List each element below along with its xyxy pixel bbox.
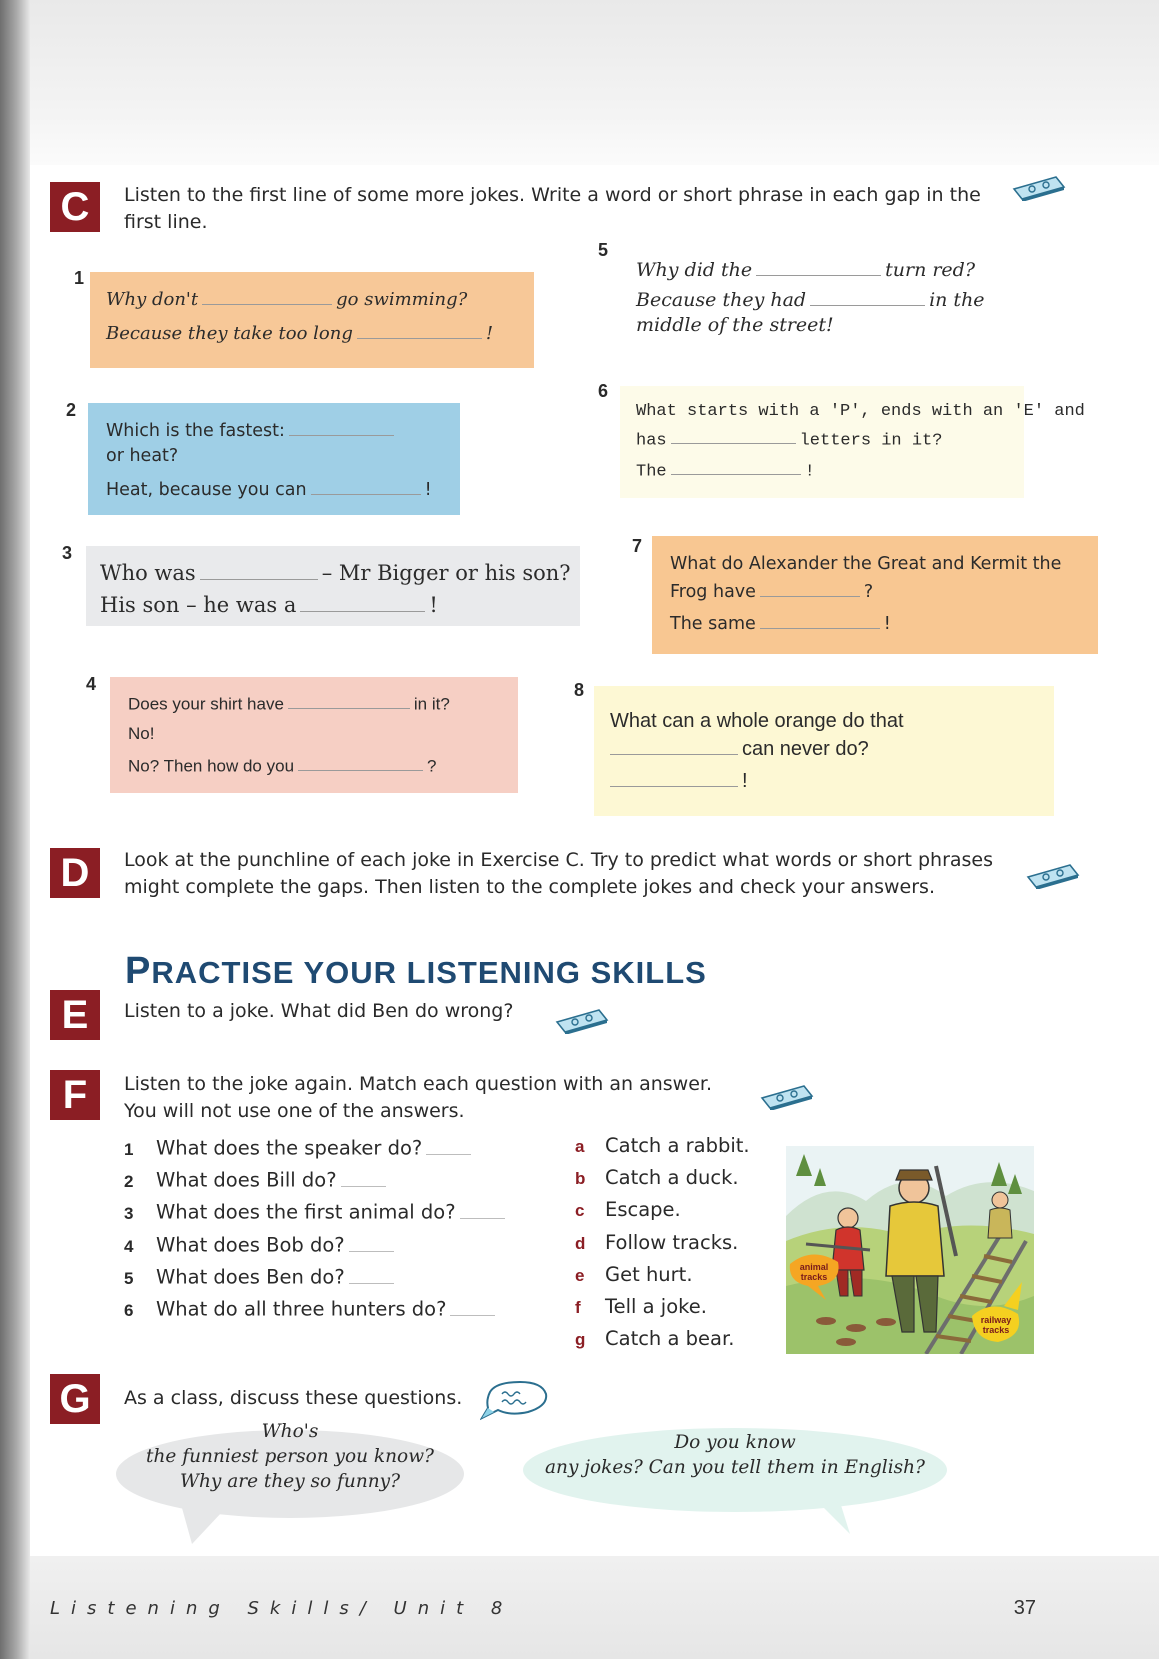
joke-6-gap-1[interactable] xyxy=(671,428,796,444)
joke-6-text-c: letters in it? xyxy=(799,431,943,451)
joke-2-line-1 xyxy=(106,419,398,441)
question-row xyxy=(124,1134,471,1160)
exercise-g-instruction: As a class, discuss these questions. xyxy=(124,1387,463,1409)
joke-7-text-d: The same xyxy=(670,613,756,634)
joke-4-line-2 xyxy=(128,724,154,744)
exercise-c-badge: C xyxy=(50,182,100,232)
question-text: What does Ben do? xyxy=(156,1265,345,1289)
joke-5-number: 5 xyxy=(598,240,609,260)
answer-row xyxy=(575,1231,738,1254)
joke-8-text-c: ! xyxy=(742,770,748,792)
joke-1-gap-1[interactable] xyxy=(202,288,332,305)
joke-4-line-1 xyxy=(128,693,450,714)
joke-4-line-3 xyxy=(128,755,437,776)
answer-row xyxy=(575,1166,739,1189)
joke-6-text-e: ! xyxy=(804,462,815,482)
joke-8-gap-2[interactable] xyxy=(610,768,738,787)
answer-gap[interactable] xyxy=(450,1295,495,1316)
question-number: 1 xyxy=(124,1139,134,1159)
joke-1-box xyxy=(90,272,534,368)
joke-5-line-1 xyxy=(636,258,975,281)
exercise-f-instruction-2: You will not use one of the answers. xyxy=(124,1100,465,1122)
answer-text: Follow tracks. xyxy=(605,1231,739,1254)
joke-1-line-2 xyxy=(106,322,493,344)
railway-tracks-label: railway xyxy=(980,1315,1012,1325)
joke-5-text-b: turn red? xyxy=(885,259,976,282)
joke-6-text-a: What starts with a 'P', ends with an 'E' and xyxy=(636,402,1085,421)
joke-4-gap-1[interactable] xyxy=(288,693,410,709)
answer-text: Escape. xyxy=(605,1198,681,1221)
joke-5-box xyxy=(620,250,1020,350)
joke-8-box xyxy=(594,686,1054,816)
joke-1-text-c: Because they take too long xyxy=(106,323,353,345)
joke-6-text-b: has xyxy=(636,431,667,451)
answer-letter: g xyxy=(575,1330,586,1349)
speech-bubble-icon[interactable] xyxy=(480,1378,552,1422)
answer-text: Catch a bear. xyxy=(605,1327,735,1350)
page-number: 37 xyxy=(1013,1597,1036,1619)
joke-2-text-c: Heat, because you can xyxy=(106,479,307,500)
joke-5-text-c: Because they had xyxy=(636,289,807,312)
joke-1-line-1 xyxy=(106,288,467,310)
joke-3-gap-1[interactable] xyxy=(200,560,318,580)
joke-2-text-a: Which is the fastest: xyxy=(106,420,285,441)
joke-2-line-3 xyxy=(106,478,432,500)
answer-gap[interactable] xyxy=(349,1231,394,1252)
joke-5-text-d: in the xyxy=(929,289,985,312)
joke-7-text-b: Frog have xyxy=(670,581,756,602)
joke-4-text-c: No! xyxy=(128,724,155,743)
joke-7-line-1 xyxy=(670,554,1061,574)
joke-3-box xyxy=(86,546,580,626)
question-text: What does Bill do? xyxy=(156,1168,337,1192)
cassette-tape-icon[interactable] xyxy=(1012,175,1066,201)
joke-8-number: 8 xyxy=(574,680,585,700)
joke-8-line-2 xyxy=(610,736,869,761)
answer-gap[interactable] xyxy=(341,1166,386,1187)
bubble-2-line-1: Do you know xyxy=(674,1432,796,1453)
question-text: What does the first animal do? xyxy=(156,1200,456,1224)
joke-2-gap-1[interactable] xyxy=(289,419,394,436)
joke-5-text-e: middle of the street! xyxy=(636,314,834,336)
answer-row xyxy=(575,1295,707,1318)
question-row xyxy=(124,1166,386,1192)
exercise-d-instruction: Look at the punchline of each joke in Exercise C. Try to predict what words or short phrases might complete the gaps. Then listen to the complete jokes and check your answers. xyxy=(124,849,994,898)
answer-row xyxy=(575,1198,681,1221)
answer-text: Get hurt. xyxy=(605,1263,693,1286)
section-title xyxy=(125,950,707,993)
answer-gap[interactable] xyxy=(460,1198,505,1219)
answer-letter: a xyxy=(575,1137,585,1156)
answer-letter: e xyxy=(575,1266,585,1285)
joke-7-gap-2[interactable] xyxy=(760,612,880,629)
question-row xyxy=(124,1231,394,1257)
answer-gap[interactable] xyxy=(349,1263,394,1284)
answer-letter: d xyxy=(575,1234,586,1253)
joke-3-text-a: Who was xyxy=(100,560,196,585)
joke-1-number: 1 xyxy=(74,268,85,288)
exercise-c-instruction: Listen to the first line of some more jokes. Write a word or short phrase in each gap in the first line. xyxy=(124,184,981,233)
joke-7-number: 7 xyxy=(632,536,643,556)
joke-3-number: 3 xyxy=(62,543,73,563)
answer-row xyxy=(575,1263,693,1286)
joke-2-box xyxy=(88,403,460,515)
joke-3-line-1 xyxy=(100,560,571,585)
question-number: 3 xyxy=(124,1203,134,1223)
joke-6-line-3 xyxy=(636,459,815,481)
exercise-d-badge: D xyxy=(50,848,100,898)
bubble-1-line-3: Why are they so funny? xyxy=(179,1471,401,1492)
exercise-e-badge: E xyxy=(50,990,100,1040)
joke-2-text-d: ! xyxy=(424,479,432,500)
joke-6-gap-2[interactable] xyxy=(671,459,801,475)
joke-7-line-2 xyxy=(670,580,873,602)
page-top-shading xyxy=(0,0,1159,165)
animal-tracks-label: animal xyxy=(799,1262,829,1272)
question-row xyxy=(124,1198,505,1224)
joke-8-line-3 xyxy=(610,768,748,793)
speech-bubble-2 xyxy=(520,1430,950,1480)
exercise-f-instruction-1: Listen to the joke again. Match each question with an answer. xyxy=(124,1073,713,1095)
joke-8-text-a: What can a whole orange do that xyxy=(610,710,904,732)
joke-3-gap-2[interactable] xyxy=(300,592,425,612)
section-title-first-letter: P xyxy=(125,950,152,992)
joke-6-box xyxy=(620,386,1085,498)
joke-5-gap-1[interactable] xyxy=(756,258,881,276)
joke-5-line-3 xyxy=(636,314,834,336)
joke-6-number: 6 xyxy=(598,381,609,401)
joke-4-gap-2[interactable] xyxy=(298,755,423,771)
joke-6-text-d: The xyxy=(636,462,667,482)
question-number: 4 xyxy=(124,1236,134,1256)
railway-tracks-label-2: tracks xyxy=(982,1325,1010,1335)
joke-4-box xyxy=(110,677,518,793)
joke-4-text-d: No? Then how do you xyxy=(128,756,295,776)
question-number: 6 xyxy=(124,1300,134,1320)
joke-4-number: 4 xyxy=(86,674,97,694)
footer-running-title: Listening Skills/ Unit 8 xyxy=(50,1598,514,1619)
joke-4-text-b: in it? xyxy=(413,694,450,714)
question-row xyxy=(124,1263,394,1289)
joke-1-text-a: Why don't xyxy=(106,289,199,311)
question-row xyxy=(124,1295,495,1321)
exercise-e-instruction: Listen to a joke. What did Ben do wrong? xyxy=(124,1000,514,1022)
answer-letter: b xyxy=(575,1169,586,1188)
joke-5-line-2 xyxy=(636,288,985,311)
joke-7-text-c: ? xyxy=(863,581,874,602)
answer-row xyxy=(575,1327,734,1350)
joke-5-gap-2[interactable] xyxy=(810,288,925,306)
hunters-illustration xyxy=(786,1146,1034,1354)
joke-1-text-d: ! xyxy=(485,323,494,345)
question-number: 5 xyxy=(124,1268,134,1288)
question-number: 2 xyxy=(124,1171,134,1191)
joke-4-text-a: Does your shirt have xyxy=(128,694,284,714)
joke-5-text-a: Why did the xyxy=(636,259,753,282)
joke-1-gap-2[interactable] xyxy=(357,322,482,339)
exercise-f-badge: F xyxy=(50,1070,100,1120)
joke-7-box xyxy=(652,536,1098,654)
question-text: What do all three hunters do? xyxy=(156,1297,447,1321)
joke-1-text-b: go swimming? xyxy=(336,289,468,311)
cassette-tape-icon[interactable] xyxy=(760,1084,814,1110)
bubble-1-line-1: Who's xyxy=(261,1421,319,1442)
cassette-tape-icon[interactable] xyxy=(555,1008,609,1034)
joke-2-text-b: or heat? xyxy=(106,446,179,466)
joke-2-number: 2 xyxy=(66,400,77,420)
joke-8-line-1 xyxy=(610,710,904,733)
joke-2-line-2 xyxy=(106,446,178,466)
answer-letter: c xyxy=(575,1201,585,1220)
joke-7-text-a: What do Alexander the Great and Kermit the xyxy=(670,554,1062,574)
joke-3-text-c: His son – he was a xyxy=(100,592,297,617)
bubble-2-line-2: any jokes? Can you tell them in English? xyxy=(545,1457,925,1478)
book-spine-shadow xyxy=(0,0,30,1659)
answer-text: Catch a duck. xyxy=(605,1166,739,1189)
joke-3-text-d: ! xyxy=(429,592,438,617)
joke-8-gap-1[interactable] xyxy=(610,736,738,755)
section-title-rest: RACTISE YOUR LISTENING SKILLS xyxy=(151,955,707,990)
cassette-tape-icon[interactable] xyxy=(1026,863,1080,889)
joke-4-text-e: ? xyxy=(427,756,437,776)
joke-6-line-2 xyxy=(636,428,942,450)
answer-text: Catch a rabbit. xyxy=(605,1134,750,1157)
question-text: What does the speaker do? xyxy=(156,1136,423,1160)
exercise-g-badge: G xyxy=(50,1374,100,1424)
joke-6-line-1 xyxy=(636,402,1085,421)
answer-gap[interactable] xyxy=(426,1134,471,1155)
speech-bubble-1 xyxy=(112,1419,468,1494)
bubble-1-line-2: the funniest person you know? xyxy=(146,1446,434,1467)
joke-8-text-b: can never do? xyxy=(742,738,869,760)
joke-7-text-e: ! xyxy=(883,613,891,634)
joke-7-line-3 xyxy=(670,612,891,634)
joke-7-gap-1[interactable] xyxy=(760,580,860,597)
joke-3-line-2 xyxy=(100,592,438,617)
answer-row xyxy=(575,1134,750,1157)
answer-text: Tell a joke. xyxy=(605,1295,707,1318)
question-text: What does Bob do? xyxy=(156,1233,345,1257)
joke-2-gap-2[interactable] xyxy=(311,478,421,495)
answer-letter: f xyxy=(575,1298,581,1317)
animal-tracks-label-2: tracks xyxy=(800,1272,828,1282)
joke-3-text-b: – Mr Bigger or his son? xyxy=(321,560,571,585)
